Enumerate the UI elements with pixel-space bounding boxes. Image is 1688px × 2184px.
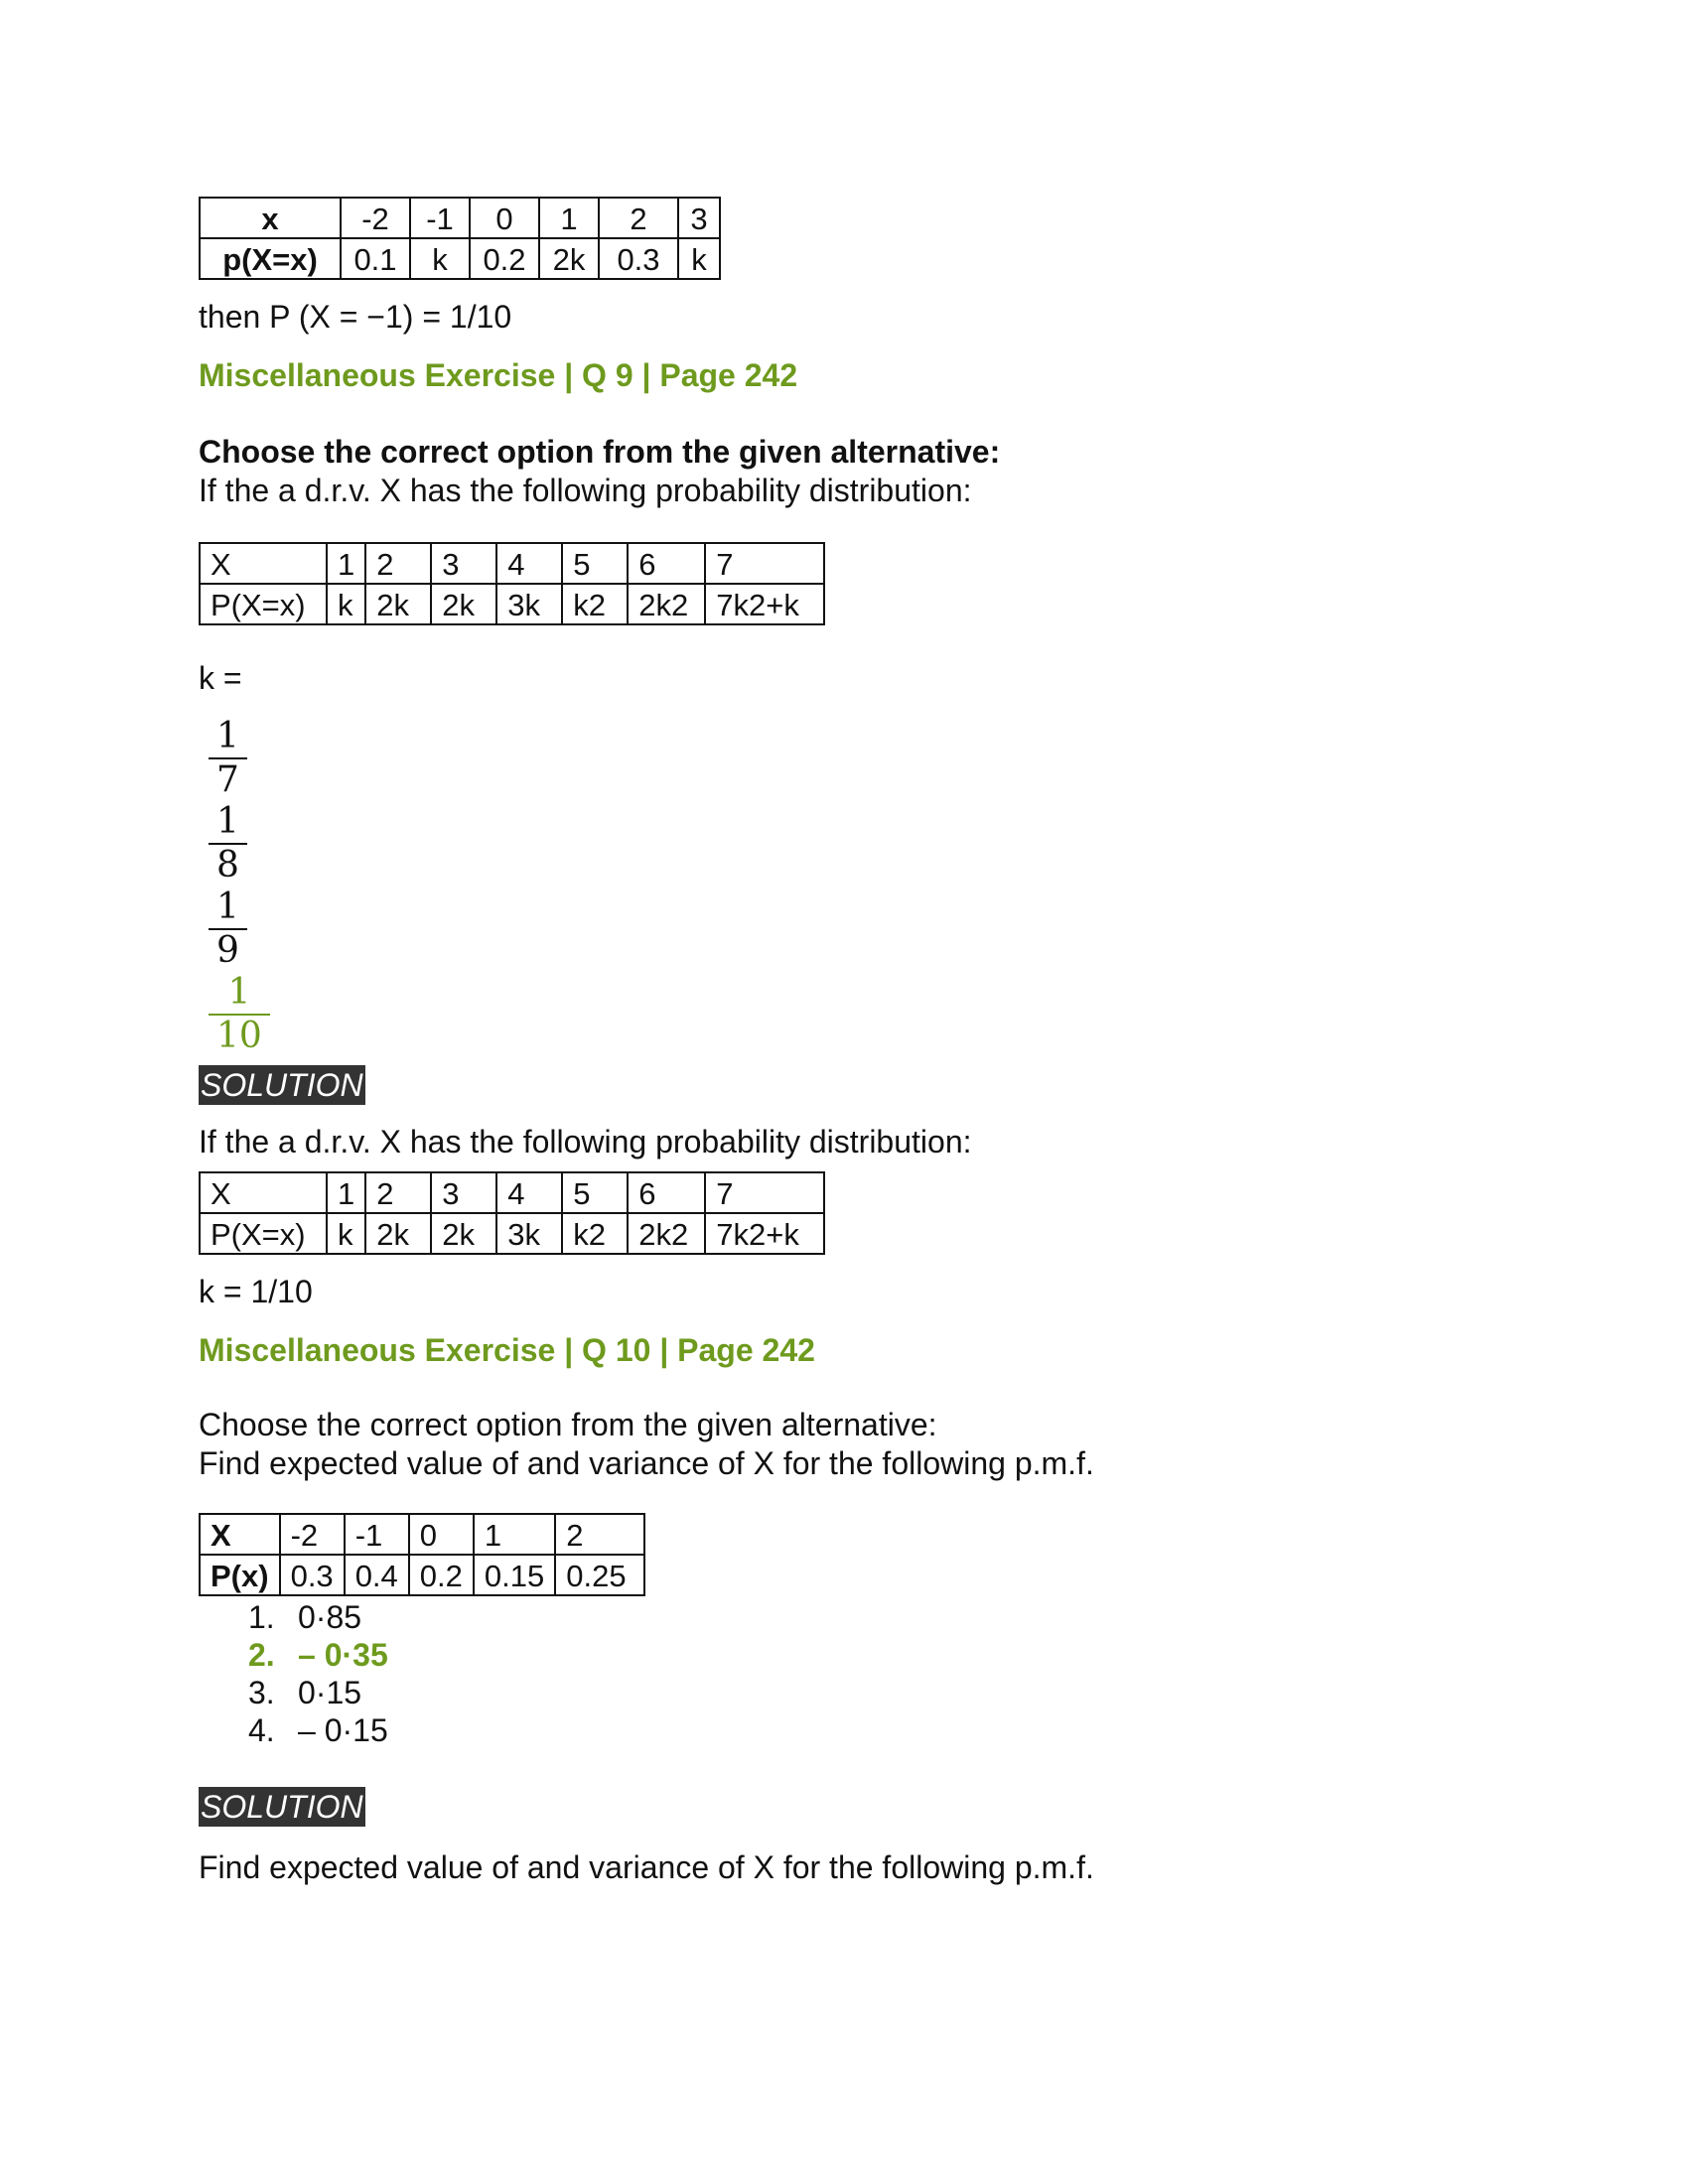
k-label: k = — [199, 660, 242, 696]
solution-badge[interactable]: SOLUTION — [201, 1789, 363, 1825]
table-cell: P(X=x) — [200, 584, 327, 624]
table-cell: k2 — [562, 1213, 628, 1254]
distribution-table-q10 — [199, 1513, 645, 1596]
table-cell: 3k — [496, 1213, 562, 1254]
table-cell: 3 — [431, 1172, 496, 1213]
table-cell: 3 — [678, 198, 720, 238]
fraction — [209, 972, 270, 1057]
table-cell: 3k — [496, 584, 562, 624]
table-cell: 7 — [705, 1172, 824, 1213]
fraction — [209, 716, 247, 801]
option-text: 0·85 — [298, 1599, 362, 1635]
option-text: 0·15 — [298, 1675, 362, 1710]
table-cell: 0.3 — [280, 1555, 345, 1595]
table-cell: -2 — [341, 198, 410, 238]
table-cell: 4 — [496, 543, 562, 584]
table-cell: 0 — [409, 1514, 474, 1555]
table-cell: 2k2 — [628, 1213, 705, 1254]
table-row — [200, 1514, 644, 1555]
option-2[interactable] — [209, 801, 1489, 887]
table-cell: p(X=x) — [200, 238, 341, 279]
fraction — [209, 887, 247, 972]
table-cell: 1 — [539, 198, 599, 238]
table-cell: 1 — [327, 1172, 365, 1213]
table-cell: 0.3 — [599, 238, 678, 279]
table-cell: X — [200, 1172, 327, 1213]
solution-text: If the a d.r.v. X has the following probability distribution: — [199, 1124, 972, 1160]
table-cell: 7k2+k — [705, 1213, 824, 1254]
table-row — [200, 238, 720, 279]
table-cell: 6 — [628, 1172, 705, 1213]
table-cell: 0.25 — [555, 1555, 644, 1595]
table-cell: 0.1 — [341, 238, 410, 279]
table-cell: 0.4 — [345, 1555, 409, 1595]
table-cell: 2 — [365, 543, 431, 584]
option-number: 1. — [248, 1599, 275, 1635]
option-4-correct[interactable] — [209, 972, 1489, 1057]
option-list — [199, 1598, 1489, 1749]
solution-text: Find expected value of and variance of X for the following p.m.f. — [199, 1849, 1094, 1885]
denominator: 10 — [209, 1014, 270, 1057]
answer-text: then P (X = −1) = 1/10 — [199, 299, 512, 335]
table-row — [200, 584, 824, 624]
table-cell: 2 — [555, 1514, 644, 1555]
table-cell: x — [200, 198, 341, 238]
instruction-text: Choose the correct option from the given alternative: — [199, 434, 1001, 470]
table-cell: k — [327, 584, 365, 624]
table-cell: 2k2 — [628, 584, 705, 624]
table-cell: -1 — [345, 1514, 409, 1555]
table-cell: P(x) — [200, 1555, 280, 1595]
numerator: 1 — [216, 716, 239, 756]
table-cell: 6 — [628, 543, 705, 584]
instruction-text: Choose the correct option from the given alternative: — [199, 1407, 937, 1442]
numerator: 1 — [216, 801, 239, 842]
table-cell: 2k — [431, 584, 496, 624]
table-cell: 2k — [365, 584, 431, 624]
table-row — [200, 1172, 824, 1213]
answer-text: k = 1/10 — [199, 1274, 313, 1309]
table-cell: 2k — [431, 1213, 496, 1254]
table-row — [200, 1213, 824, 1254]
table-row — [200, 198, 720, 238]
denominator: 9 — [209, 928, 247, 972]
table-row — [200, 1555, 644, 1595]
table-cell: 1 — [327, 543, 365, 584]
table-cell: -1 — [410, 198, 470, 238]
option-list — [199, 716, 1489, 1057]
solution-block — [199, 1065, 1489, 1105]
option-number: 4. — [248, 1712, 275, 1748]
question-heading[interactable]: Miscellaneous Exercise | Q 9 | Page 242 — [199, 357, 798, 393]
table-row — [200, 543, 824, 584]
table-cell: 1 — [474, 1514, 555, 1555]
table-cell: 2 — [599, 198, 678, 238]
table-cell: 0.2 — [409, 1555, 474, 1595]
table-cell: P(X=x) — [200, 1213, 327, 1254]
table-cell: 2 — [365, 1172, 431, 1213]
numerator: 1 — [227, 972, 251, 1013]
table-cell: 5 — [562, 1172, 628, 1213]
table-cell: 7k2+k — [705, 584, 824, 624]
table-cell: -2 — [280, 1514, 345, 1555]
table-cell: 7 — [705, 543, 824, 584]
table-cell: k — [327, 1213, 365, 1254]
table-cell: 0.15 — [474, 1555, 555, 1595]
denominator: 7 — [209, 757, 247, 801]
option-text: – 0·15 — [298, 1712, 388, 1748]
distribution-table-1 — [199, 197, 721, 280]
document-page — [199, 197, 1489, 1887]
option-3[interactable] — [209, 887, 1489, 972]
table-cell: 5 — [562, 543, 628, 584]
question-heading[interactable]: Miscellaneous Exercise | Q 10 | Page 242 — [199, 1332, 815, 1368]
option-number: 3. — [248, 1675, 275, 1710]
option-1[interactable] — [209, 716, 1489, 801]
question-text: Find expected value of and variance of X for the following p.m.f. — [199, 1445, 1094, 1481]
table-cell: X — [200, 1514, 280, 1555]
table-cell: 4 — [496, 1172, 562, 1213]
table-cell: k — [678, 238, 720, 279]
distribution-table-q9-solution — [199, 1171, 825, 1255]
option-3[interactable] — [248, 1674, 1489, 1711]
table-cell: 0 — [470, 198, 539, 238]
option-2-correct[interactable] — [248, 1636, 1489, 1674]
table-cell: 2k — [365, 1213, 431, 1254]
solution-block — [199, 1787, 1489, 1827]
table-cell: X — [200, 543, 327, 584]
solution-badge[interactable]: SOLUTION — [201, 1067, 363, 1103]
option-number: 2. — [248, 1637, 275, 1673]
table-cell: 0.2 — [470, 238, 539, 279]
table-cell: 2k — [539, 238, 599, 279]
numerator: 1 — [216, 887, 239, 927]
fraction — [209, 801, 247, 887]
question-text: If the a d.r.v. X has the following probability distribution: — [199, 473, 972, 508]
table-cell: 3 — [431, 543, 496, 584]
table-cell: k2 — [562, 584, 628, 624]
option-text: – 0·35 — [298, 1637, 388, 1673]
table-cell: k — [410, 238, 470, 279]
option-4[interactable] — [248, 1711, 1489, 1749]
denominator: 8 — [209, 843, 247, 887]
distribution-table-q9 — [199, 542, 825, 625]
option-1[interactable] — [248, 1598, 1489, 1636]
